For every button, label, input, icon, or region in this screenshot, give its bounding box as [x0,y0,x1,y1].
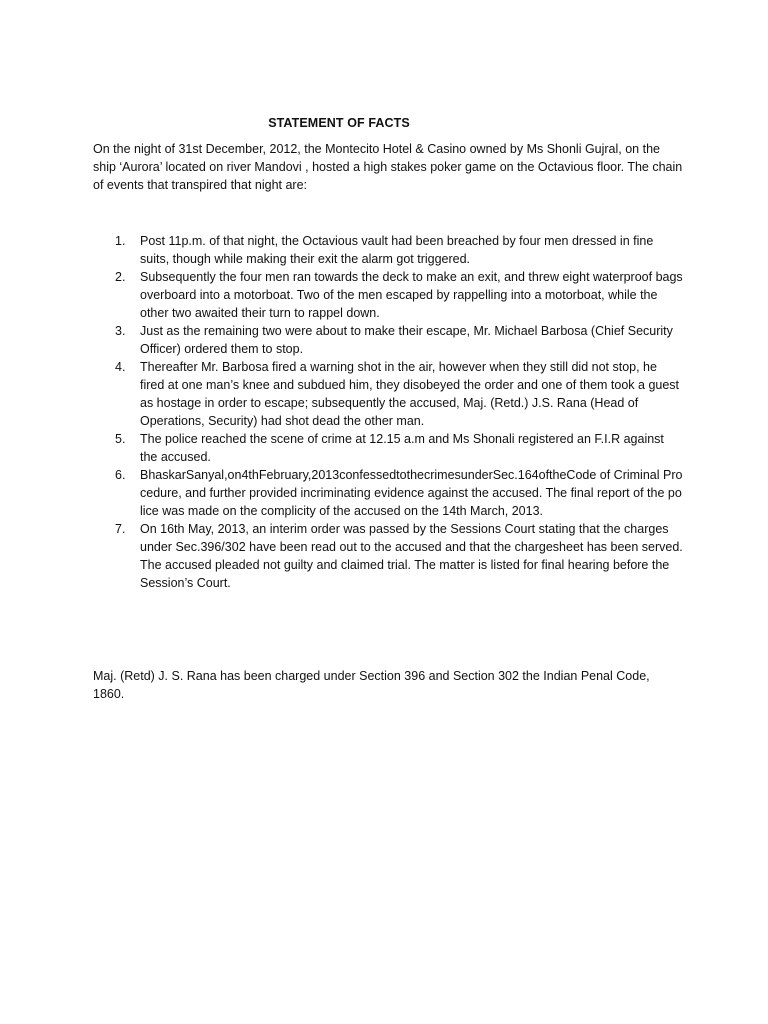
list-item-number: 2. [115,270,126,284]
list-item [93,466,683,520]
list-item [93,520,683,592]
list-item-number: 5. [115,432,126,446]
list-item-text: Subsequently the four men ran towards the deck to make an exit, and threw eight waterproof bags overboard into a motorboat. Two of the men escaped by rappelling into a motorboat, while the other two awaited their turn to rappel down. [140,270,683,320]
intro-paragraph: On the night of 31st December, 2012, the Montecito Hotel & Casino owned by Ms Shonli Gujral, on the ship ‘Aurora’ located on river Mandovi , hosted a high stakes poker game on the Octavious floor. The chain of events that transpired that night are: [93,142,683,192]
conclusion-paragraph: Maj. (Retd) J. S. Rana has been charged under Section 396 and Section 302 the Indian Penal Code, 1860. [93,669,650,701]
list-item [93,430,683,466]
list-item-number: 4. [115,360,126,374]
list-item [93,322,683,358]
list-item-text: Post 11p.m. of that night, the Octavious vault had been breached by four men dressed in fine suits, though while making their exit the alarm got triggered. [140,234,654,266]
list-item-number: 3. [115,324,126,338]
list-item-text: The police reached the scene of crime at 12.15 a.m and Ms Shonali registered an F.I.R against the accused. [140,432,664,464]
list-item-text: Thereafter Mr. Barbosa fired a warning shot in the air, however when they still did not stop, he fired at one man’s knee and subdued him, they disobeyed the order and one of them took a guest as hostage in order to escape; subsequently the accused, Maj. (Retd.) J.S. Rana (Head of Operations, Security) had shot dead the other man. [140,360,680,428]
list-item-number: 1. [115,234,126,248]
page-title: STATEMENT OF FACTS [268,116,410,130]
list-item-text: Just as the remaining two were about to make their escape, Mr. Michael Barbosa (Chief Security Officer) ordered them to stop. [140,324,673,356]
list-item [93,268,683,322]
list-item [93,358,683,430]
list-item-text: On 16th May, 2013, an interim order was passed by the Sessions Court stating that the charges under Sec.396/302 have been read out to the accused and that the chargesheet has been served. The accused pleaded not guilty and claimed trial. The matter is listed for final hearing before the Session’s Court. [140,522,683,590]
list-item-number: 6. [115,468,126,482]
list-item-text: BhaskarSanyal,on4thFebruary,2013confessedtothecrimesunderSec.164oftheCode of Criminal Procedure, and further provided incriminating evidence against the accused. The final report of the police was made on the complicity of the accused on the 14th March, 2013. [140,468,683,518]
facts-list [93,232,683,592]
list-item [93,232,683,268]
list-item-number: 7. [115,522,126,536]
